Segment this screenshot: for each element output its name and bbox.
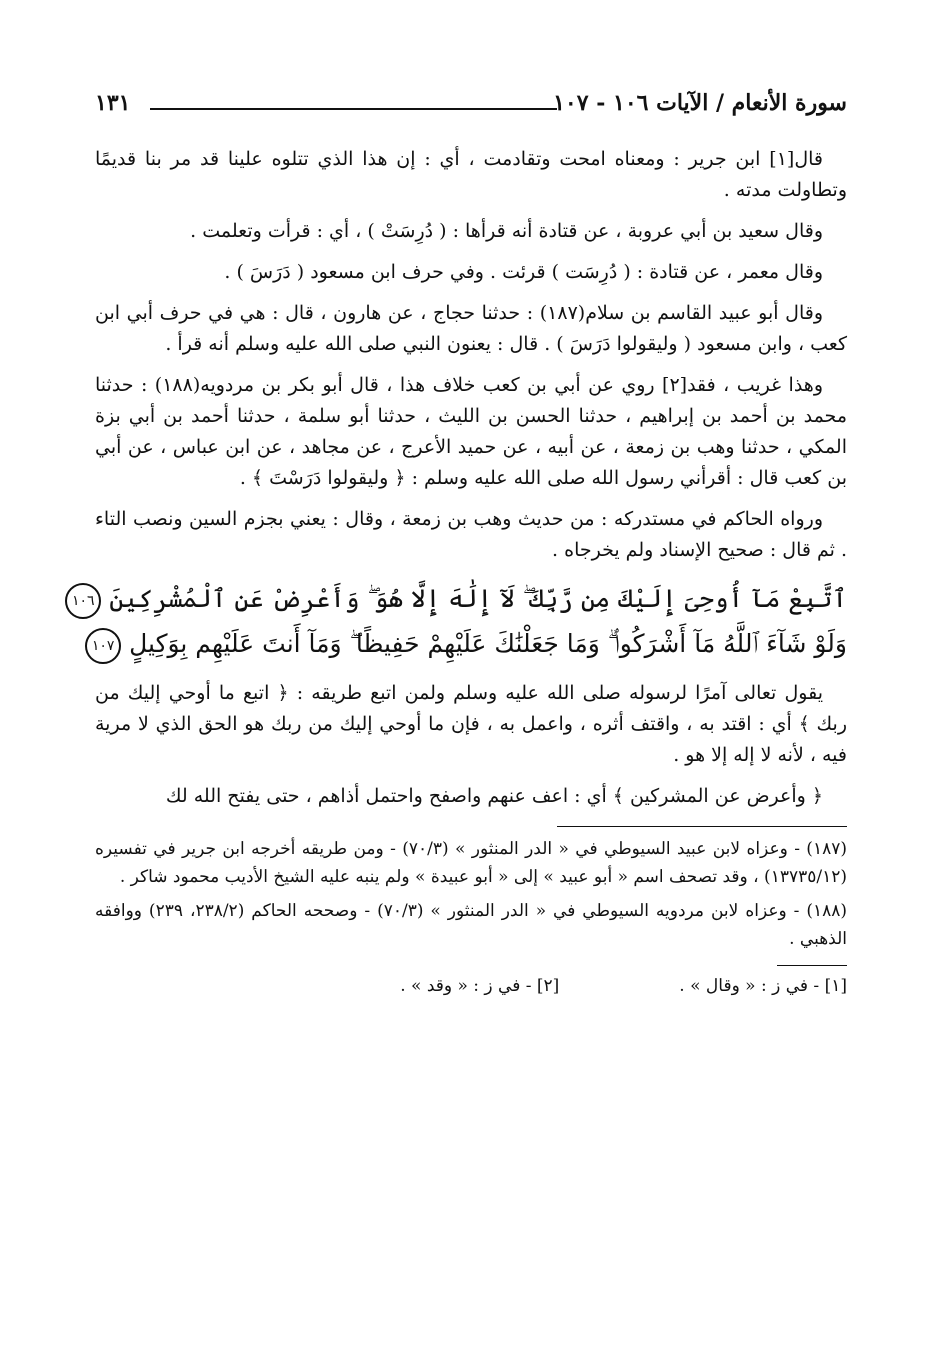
- ayah-line: [72, 576, 847, 621]
- page: [72, 90, 848, 996]
- paragraph: وهذا غريب ، فقد[٢] روي عن أبي بن كعب خلاف هذا ، قال أبو بكر بن مردويه(١٨٨) : حدثنا محمد بن أحمد بن إبراهيم ، حدثنا الحسن بن الليث ، حدثنا أبو سلمة ، حدثنا أحمد بن أبي بزة المكي ، حدثنا وهب بن زمعة ، عن أبيه ، عن حميد الأعرج ، عن مجاهد ، عن ابن عباس ، عن أبي بن كعب قال : أقرأني رسول الله صلى الله عليه وسلم : ﴿ وليقولوا دَرَسْتَ ﴾ .: [95, 374, 847, 489]
- paragraph: وقال معمر ، عن قتادة : ( دُرِسَت ) قرئت . وفي حرف ابن مسعود ( دَرَسَ ) .: [224, 261, 823, 283]
- tafsir-paragraph: يقول تعالى آمرًا لرسوله صلى الله عليه وسلم ولمن اتبع طريقه : ﴿ اتبع ما أوحي إليك من ربك ﴾ أي : اقتد به ، واقتف أثره ، واعمل به ، فإن ما أوحي إليك من ربك هو الحق الذي لا مرية فيه ، لأنه لا إله إلا هو .: [95, 682, 847, 766]
- main-text: [72, 144, 847, 812]
- ayah-number-marker: ١٠٦: [65, 583, 101, 619]
- manuscript-note: [١] - في ز : « وقال » .: [679, 976, 847, 996]
- notes-rule: [777, 965, 847, 966]
- footnote: (١٨٨) - وعزاه لابن مردويه السيوطي في « الدر المنثور » (٧٠/٣) - وصححه الحاكم (٢٣٨/٢، ٢٣٩) ووافقه الذهبي .: [95, 901, 848, 949]
- footnote: (١٨٧) - وعزاه لابن عبيد السيوطي في « الدر المنثور » (٧٠/٣) - ومن طريقه أخرجه ابن جرير في تفسيره (١٣٧٣٥/١٢) ، وقد تصحف اسم « أبو عبيد » إلى « أبو عبيدة » ولم ينبه عليه الشيخ الأديب محمود شاكر .: [95, 839, 847, 887]
- ayah-text: ٱتَّبِعْ مَآ أُوحِىَ إِلَيْكَ مِن رَّبِّكَ ۖ لَآ إِلَٰهَ إِلَّا هُوَ ۖ وَأَعْرِضْ عَنِ ٱلْمُشْرِكِينَ: [109, 584, 847, 613]
- page-number: ١٣١: [95, 90, 131, 116]
- paragraph: قال[١] ابن جرير : ومعناه امحت وتقادمت ، أي : إن هذا الذي تتلوه علينا قد مر بنا قديمًا وتطاولت مدته .: [95, 148, 847, 201]
- quran-verses: [72, 576, 847, 666]
- paragraph: وقال سعيد بن أبي عروبة ، عن قتادة أنه قرأها : ( دُرِسَتْ ) ، أي : قرأت وتعلمت .: [190, 220, 823, 242]
- tafsir-paragraph: ﴿ وأعرض عن المشركين ﴾ أي : اعف عنهم واصفح واحتمل أذاهم ، حتى يفتح الله لك: [165, 785, 823, 807]
- paragraph: وقال أبو عبيد القاسم بن سلام(١٨٧) : حدثنا حجاج ، عن هارون ، قال : هي في حرف أبي ابن كعب ، وابن مسعود ( وليقولوا دَرَسَ ) . قال : يعنون النبي صلى الله عليه وسلم أنه قرأ .: [95, 302, 847, 355]
- page-header: [95, 90, 847, 126]
- paragraph: ورواه الحاكم في مستدركه : من حديث وهب بن زمعة ، وقال : يعني بجزم السين ونصب التاء . ثم قال : صحيح الإسناد ولم يخرجاه .: [95, 508, 847, 561]
- ayah-number-marker: ١٠٧: [85, 628, 121, 664]
- page-title: سورة الأنعام / الآيات ١٠٦ - ١٠٧: [553, 90, 847, 116]
- manuscript-notes: [95, 976, 847, 996]
- manuscript-note: [٢] - في ز : « وقد » .: [400, 976, 560, 996]
- footnotes: [95, 835, 847, 953]
- footnote-rule: [557, 826, 847, 827]
- header-rule: [150, 108, 557, 110]
- ayah-line: [91, 621, 847, 666]
- ayah-text: وَلَوْ شَآءَ ٱللَّهُ مَآ أَشْرَكُوا۟ ۗ وَمَا جَعَلْنَٰكَ عَلَيْهِمْ حَفِيظًا ۖ وَمَآ أَنتَ عَلَيْهِم بِوَكِيلٍ: [129, 629, 847, 658]
